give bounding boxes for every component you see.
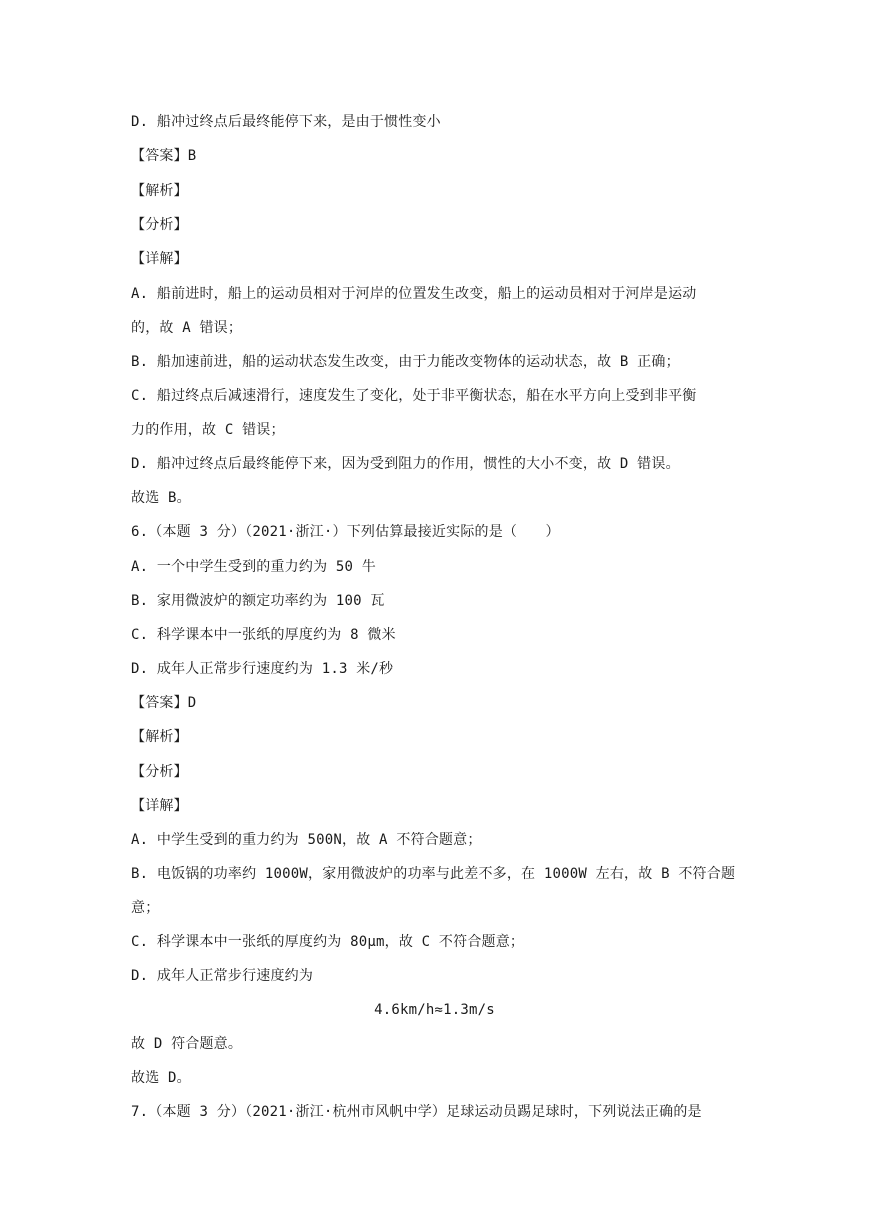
explanation-b-q6-cont: 意； — [131, 900, 160, 916]
explanation-c-q5: C. 船过终点后减速滑行，速度发生了变化，处于非平衡状态，船在水平方向上受到非平衡 — [131, 388, 697, 404]
breakdown-heading-q6: 【分析】 — [131, 764, 188, 780]
conclusion-q5: 故选 B。 — [131, 490, 191, 506]
explanation-d-q6-result: 故 D 符合题意。 — [131, 1036, 243, 1052]
option-c-q6: C. 科学课本中一张纸的厚度约为 8 微米 — [131, 627, 396, 643]
explanation-a-q5: A. 船前进时，船上的运动员相对于河岸的位置发生改变，船上的运动员相对于河岸是运动 — [131, 286, 697, 302]
breakdown-heading-q5: 【分析】 — [131, 217, 188, 233]
explanation-a-q5-cont: 的，故 A 错误； — [131, 320, 243, 336]
explanation-b-q6: B. 电饭锅的功率约 1000W，家用微波炉的功率与此差不多，在 1000W 左右，故 B 不符合题 — [131, 866, 736, 882]
explanation-c-q5-cont: 力的作用，故 C 错误； — [131, 422, 285, 438]
option-d-q6: D. 成年人正常步行速度约为 1.3 米/秒 — [131, 661, 394, 677]
option-a-q6: A. 一个中学生受到的重力约为 50 牛 — [131, 559, 377, 575]
analysis-heading-q6: 【解析】 — [131, 729, 188, 745]
detail-heading-q5: 【详解】 — [131, 251, 188, 267]
explanation-d-q6: D. 成年人正常步行速度约为 — [131, 968, 314, 984]
question-6-stem: 6.（本题 3 分）（2021·浙江·）下列估算最接近实际的是（ ） — [131, 524, 560, 540]
option-b-q6: B. 家用微波炉的额定功率约为 100 瓦 — [131, 593, 385, 609]
conclusion-q6: 故选 D。 — [131, 1070, 191, 1086]
formula-speed-conversion: 4.6km/h≈1.3m/s — [374, 1002, 495, 1018]
answer-label-q5: 【答案】B — [131, 148, 197, 164]
explanation-d-q5: D. 船冲过终点后最终能停下来，因为受到阻力的作用，惯性的大小不变，故 D 错误。 — [131, 456, 680, 472]
detail-heading-q6: 【详解】 — [131, 798, 188, 814]
option-d-q5: D. 船冲过终点后最终能停下来，是由于惯性变小 — [131, 114, 441, 130]
explanation-a-q6: A. 中学生受到的重力约为 500N，故 A 不符合题意； — [131, 832, 482, 848]
explanation-b-q5: B. 船加速前进，船的运动状态发生改变，由于力能改变物体的运动状态，故 B 正确； — [131, 354, 680, 370]
question-7-stem: 7.（本题 3 分）（2021·浙江·杭州市风帆中学）足球运动员踢足球时，下列说法正确的是 — [131, 1104, 702, 1120]
answer-label-q6: 【答案】D — [131, 695, 197, 711]
analysis-heading-q5: 【解析】 — [131, 183, 188, 199]
explanation-c-q6: C. 科学课本中一张纸的厚度约为 80μm，故 C 不符合题意； — [131, 934, 525, 950]
